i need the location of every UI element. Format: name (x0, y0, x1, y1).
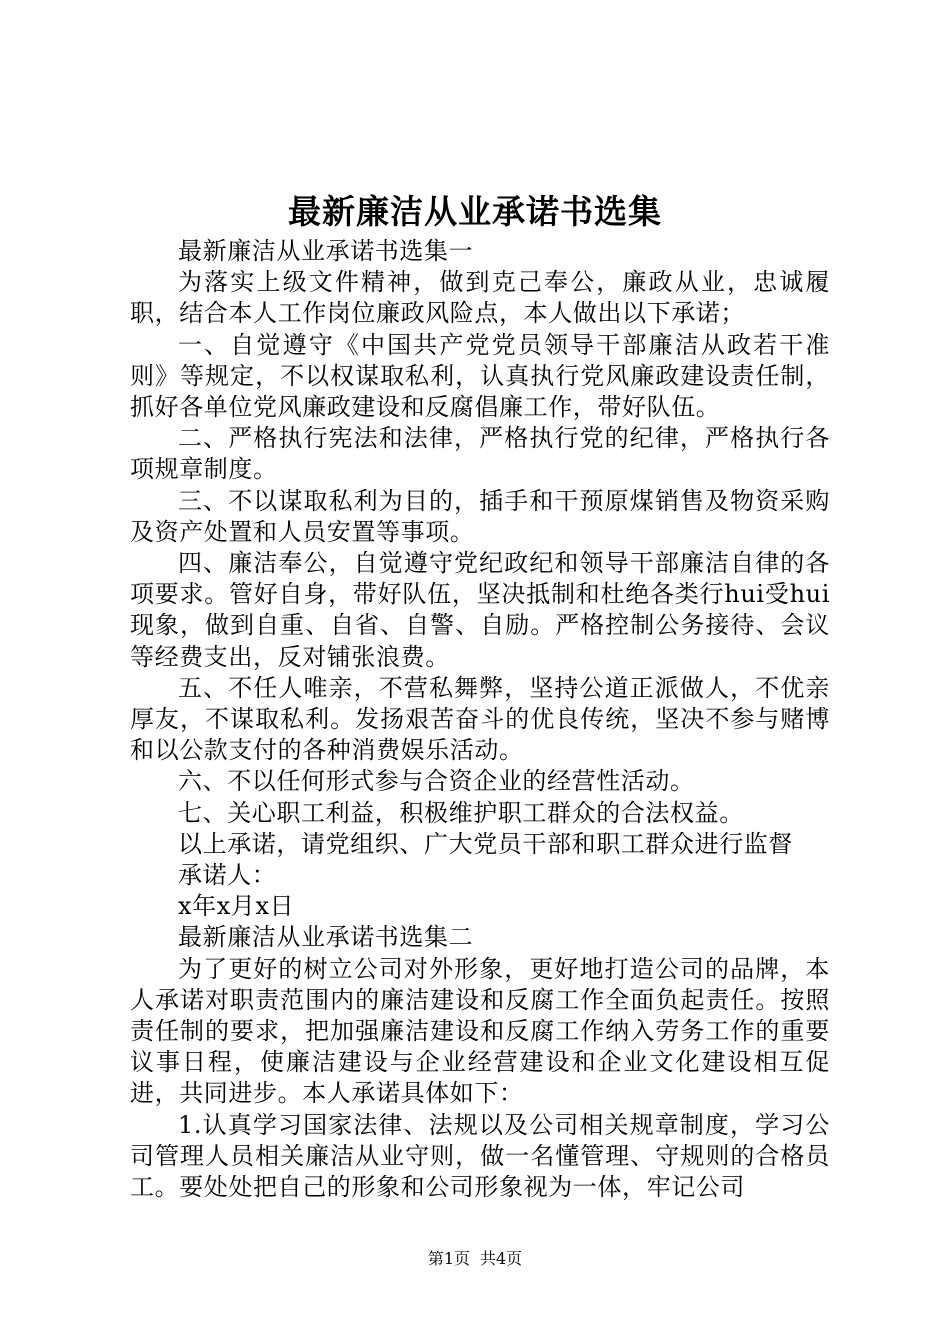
page-total: 共4页 (480, 1249, 523, 1268)
pledge-item-6: 六、不以任何形式参与合资企业的经营性活动。 (178, 767, 695, 796)
section-heading-1: 最新廉洁从业承诺书选集一 (178, 237, 474, 265)
pledge-item-3: 三、不以谋取私利为目的，插手和干预原煤销售及物资采购及资产处置和人员安置等事项。 (130, 486, 830, 546)
document-title: 最新廉洁从业承诺书选集 (288, 192, 662, 231)
supervision-statement: 以上承诺，请党组织、广大党员干部和职工群众进行监督 (178, 829, 793, 858)
pledge-item-1: 一、自觉遵守《中国共产党党员领导干部廉洁从政若干准则》等规定，不以权谋取私利，认真执行党风廉政建设责任制，抓好各单位党风廉政建设和反腐倡廉工作，带好队伍。 (130, 330, 830, 422)
pledge-item-5: 五、不任人唯亲，不营私舞弊，坚持公道正派做人，不优亲厚友，不谋取私利。发扬艰苦奋斗的优良传统，坚决不参与赌博和以公款支付的各种消费娱乐活动。 (130, 673, 830, 765)
pledge-item-2-1: 1.认真学习国家法律、法规以及公司相关规章制度，学习公司管理人员相关廉洁从业守则，做一名懂管理、守规则的合格员工。要处处把自己的形象和公司形象视为一体，牢记公司 (130, 1110, 830, 1202)
page-number: 第1页 (427, 1249, 470, 1268)
intro-paragraph-2: 为了更好的树立公司对外形象，更好地打造公司的品牌，本人承诺对职责范围内的廉洁建设和反腐工作全面负起责任。按照责任制的要求，把加强廉洁建设和反腐工作纳入劳务工作的重要议事日程，使廉洁建设与企业经营建设和企业文化建设相互促进，共同进步。本人承诺具体如下： (130, 954, 830, 1108)
pledge-item-7: 七、关心职工利益，积极维护职工群众的合法权益。 (178, 798, 744, 827)
page-footer (0, 1246, 950, 1269)
section-heading-2: 最新廉洁从业承诺书选集二 (178, 923, 474, 952)
document-body (130, 236, 830, 1203)
pledge-item-4: 四、廉洁奉公，自觉遵守党纪政纪和领导干部廉洁自律的各项要求。管好自身，带好队伍，坚决抵制和杜绝各类行hui受hui现象，做到自重、自省、自警、自励。严格控制公务接待、会议等经费支出，反对铺张浪费。 (130, 549, 830, 671)
intro-paragraph: 为落实上级文件精神，做到克己奉公，廉政从业，忠诚履职，结合本人工作岗位廉政风险点，本人做出以下承诺； (130, 268, 830, 328)
signer-label: 承诺人： (178, 861, 277, 890)
pledge-item-2: 二、严格执行宪法和法律，严格执行党的纪律，严格执行各项规章制度。 (130, 424, 830, 484)
date-line: x年x月x日 (178, 892, 295, 921)
